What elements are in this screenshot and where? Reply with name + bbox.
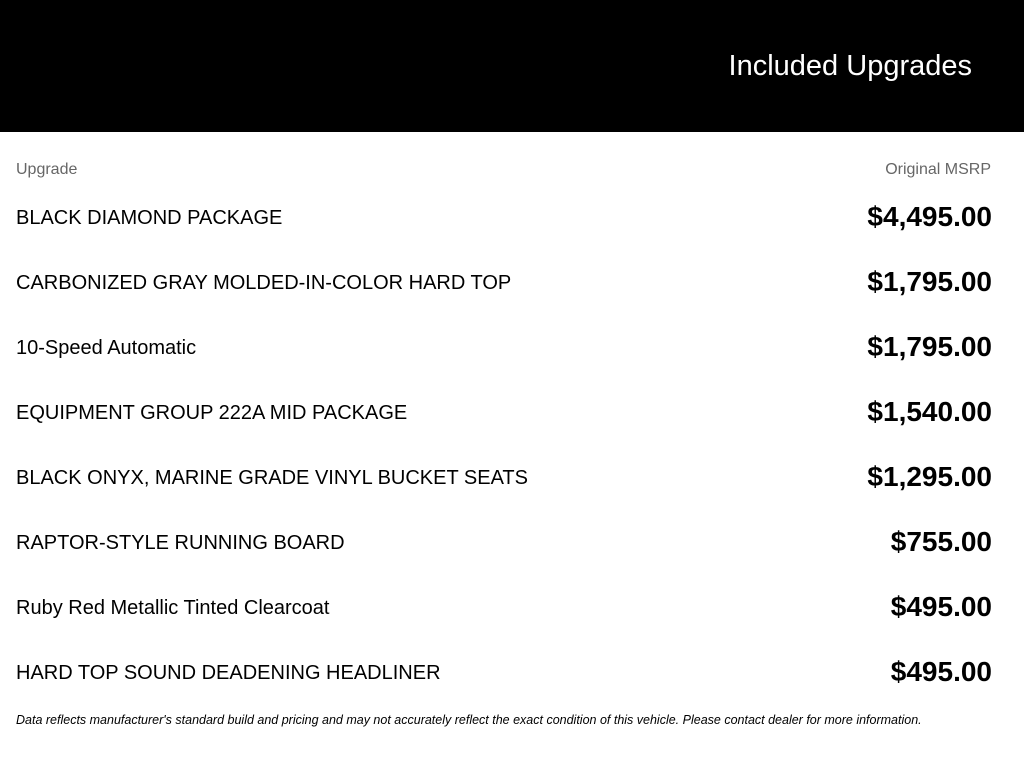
upgrade-name: 10-Speed Automatic [16, 337, 197, 359]
upgrade-price: $755.00 [890, 526, 992, 557]
upgrade-name: BLACK DIAMOND PACKAGE [16, 207, 283, 229]
table-row [0, 185, 1024, 250]
upgrades-list [0, 185, 1024, 705]
upgrade-price: $4,495.00 [867, 201, 992, 232]
upgrade-price: $1,795.00 [867, 331, 992, 362]
table-row [0, 380, 1024, 445]
column-header-upgrade: Upgrade [16, 161, 78, 178]
upgrade-name: Ruby Red Metallic Tinted Clearcoat [16, 597, 330, 619]
table-row [0, 640, 1024, 705]
upgrade-price: $1,295.00 [867, 461, 992, 492]
upgrade-price: $1,540.00 [867, 396, 992, 427]
upgrade-name: RAPTOR-STYLE RUNNING BOARD [16, 532, 345, 554]
disclaimer-text: Data reflects manufacturer's standard build and pricing and may not accurately reflect the exact condition of this vehicle. Please contact dealer for more information. [16, 713, 922, 727]
table-row [0, 445, 1024, 510]
upgrade-name: CARBONIZED GRAY MOLDED-IN-COLOR HARD TOP [16, 272, 512, 294]
table-row [0, 575, 1024, 640]
table-row [0, 510, 1024, 575]
page-title: Included Upgrades [728, 50, 972, 82]
upgrade-price: $495.00 [890, 656, 992, 687]
table-row [0, 315, 1024, 380]
table-row [0, 250, 1024, 315]
upgrade-price: $1,795.00 [867, 266, 992, 297]
upgrade-name: HARD TOP SOUND DEADENING HEADLINER [16, 662, 441, 684]
header-bar [0, 0, 1024, 132]
upgrade-name: BLACK ONYX, MARINE GRADE VINYL BUCKET SEATS [16, 467, 528, 489]
upgrade-price: $495.00 [890, 591, 992, 622]
upgrade-name: EQUIPMENT GROUP 222A MID PACKAGE [16, 402, 408, 424]
column-header-msrp: Original MSRP [885, 161, 991, 178]
